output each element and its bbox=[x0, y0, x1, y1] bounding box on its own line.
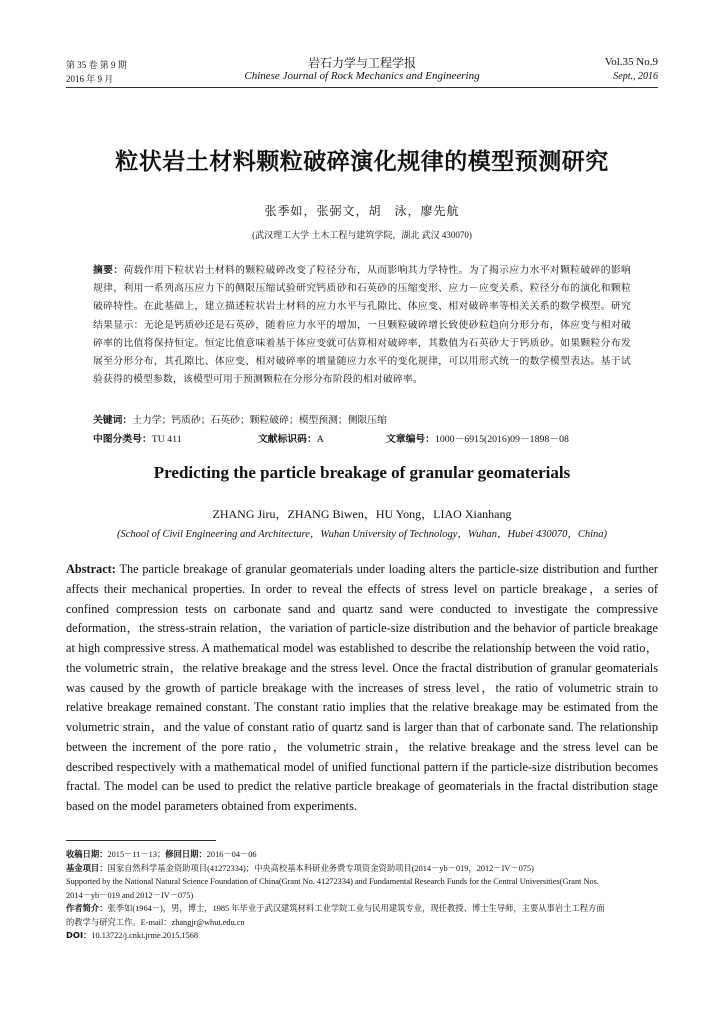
article-label: 文章编号： bbox=[386, 434, 435, 445]
doi-label: DOI： bbox=[66, 930, 92, 940]
authors-cn: 张季如，张弼文，胡 泳，廖先航 bbox=[264, 204, 460, 218]
journal-name-en: Chinese Journal of Rock Mechanics and Engineering bbox=[244, 70, 480, 82]
footnote-divider bbox=[66, 840, 216, 841]
doc-code-value: A bbox=[316, 434, 324, 445]
fund-row bbox=[66, 862, 658, 876]
revised-label: 修回日期： bbox=[165, 849, 207, 859]
abstract-cn-label: 摘要： bbox=[93, 265, 124, 276]
affiliation-cn: (武汉理工大学 土木工程与建筑学院，湖北 武汉 430070) bbox=[252, 230, 472, 240]
author-bio-value: 张季如(1964－)，男，博士，1985 年毕业于武汉建筑材料工业学院工业与民用建筑专业，现任教授、博士生导师，主要从事岩土工程方面 bbox=[107, 904, 605, 913]
revised-value: 2016－04－06 bbox=[206, 850, 257, 859]
author-bio-row-2: 的教学与研究工作。E-mail：zhangjr@whut.edu.cn bbox=[66, 917, 245, 927]
date-cn: 2016 年 9 月 bbox=[66, 74, 114, 84]
authors-en: ZHANG Jiru，ZHANG Biwen，HU Yong，LIAO Xianhang bbox=[212, 507, 512, 521]
footnotes bbox=[66, 848, 658, 943]
abstract-cn-text: 荷载作用下粒状岩土材料的颗粒破碎改变了粒径分布，从而影响其力学特性。为了揭示应力水平对颗粒破碎的影响规律，利用一系列高压应力下的侧限压缩试验研究钙质砂和石英砂的压缩变形、应力－应变关系、粒径分布的演化和颗粒破碎特性。在此基础上，建立描述粒状岩土材料的应力水平与孔隙比、体应变、相对破碎率等相关关系的数学模型。研究结果显示：无论是钙质砂还是石英砂，随着应力水平的增加，一旦颗粒破碎增长致使砂粒趋向分形分布，体应变与相对破碎率的比值将保持恒定。恒定比值意味着基于体应变就可估算相对破碎率，其数值为石英砂大于钙质砂。如果颗粒分布发展至分形分布，其孔隙比、体应变、相对破碎率的增量随应力水平的变化规律，可以用形式统一的数学模型表达。基于试验获得的模型参数，该模型可用于预测颗粒在分形分布阶段的相对破碎率。 bbox=[93, 265, 631, 386]
clc-label: 中图分类号： bbox=[93, 434, 152, 445]
affiliation-en: (School of Civil Engineering and Architecture，Wuhan University of Technology，Wuhan，Hubei 430070，China) bbox=[116, 529, 608, 540]
article-number bbox=[386, 431, 569, 445]
author-bio-label: 作者简介： bbox=[66, 903, 108, 913]
document-code bbox=[258, 431, 324, 445]
supported-row-2: 2014－yb－019 and 2012－IV－075) bbox=[66, 890, 194, 900]
volume-issue-en: Vol.35 No.9 bbox=[604, 56, 658, 68]
keywords-cn-text: 土力学；钙质砂；石英砂；颗粒破碎；模型预测；侧限压缩 bbox=[132, 415, 387, 426]
author-bio-row bbox=[66, 902, 658, 916]
doc-code-label: 文献标识码： bbox=[258, 434, 317, 445]
paper-title-cn: 粒状岩土材料颗粒破碎演化规律的模型预测研究 bbox=[115, 149, 609, 175]
clc-number bbox=[93, 431, 182, 445]
received-label: 收稿日期： bbox=[66, 849, 108, 859]
paper-title-en: Predicting the particle breakage of granular geomaterials bbox=[153, 463, 571, 482]
clc-value: TU 411 bbox=[151, 434, 182, 445]
abstract-en-text: The particle breakage of granular geomaterials under loading alters the particle-size distribution and further affects their mechanical properties. In order to reveal the effects of stress level on particle breakage，a series of confined compression tests on carbonate sand and quartz sand were conducted to investigate the compressive deformation，the stress-strain relation，the variation of particle-size distribution and the behavior of particle breakage at high compressive stress. A mathematical model was established to describe the relationship between the void ratio，the volumetric strain，the relative breakage and the stress level. Once the fractal distribution of granular geomaterials was caused by the growth of particle breakage with the increases of stress level，the ratio of volumetric strain to relative breakage remained constant. The constant ratio implies that the relative breakage may be estimated from the volumetric strain，and the value of constant ratio of quartz sand is larger than that of carbonate sand. The relationship between the increment of the pore ratio，the volumetric strain，the relative breakage and the stress level can be described respectively with a mathematical model of unified functional pattern if the particle-size distribution becomes fractal. The model can be used to predict the relative particle breakage of geomaterials in the fractal distribution stage based on the model parameters obtained from experiments. bbox=[66, 562, 659, 813]
doi-row bbox=[66, 929, 658, 943]
keywords-cn-label: 关键词： bbox=[93, 415, 133, 426]
journal-name-cn: 岩石力学与工程学报 bbox=[307, 56, 416, 70]
abstract-en bbox=[66, 560, 658, 817]
doi-value: 10.13722/j.cnki.jrme.2015.1568 bbox=[91, 931, 199, 940]
received-value: 2015－11－13； bbox=[107, 850, 166, 859]
article-value: 1000－6915(2016)09－1898－08 bbox=[434, 434, 569, 445]
running-header bbox=[66, 50, 658, 86]
supported-row-1: Supported by the National Natural Science Foundation of China(Grant No. 41272334) and Fundamental Research Funds for the Central Universities(Grant Nos. bbox=[66, 877, 599, 886]
header-divider bbox=[66, 87, 658, 88]
abstract-en-label: Abstract: bbox=[66, 562, 116, 576]
fund-value: 国家自然科学基金资助项目(41272334)；中央高校基本科研业务费专项资金资助项目(2014－yb－019，2012－IV－075) bbox=[107, 863, 534, 873]
dates-row bbox=[66, 848, 658, 862]
date-en: Sept., 2016 bbox=[613, 71, 658, 82]
abstract-cn bbox=[93, 262, 631, 389]
volume-issue-cn: 第 35 卷 第 9 期 bbox=[66, 60, 127, 70]
fund-label: 基金项目： bbox=[66, 862, 108, 873]
keywords-cn bbox=[93, 412, 631, 426]
